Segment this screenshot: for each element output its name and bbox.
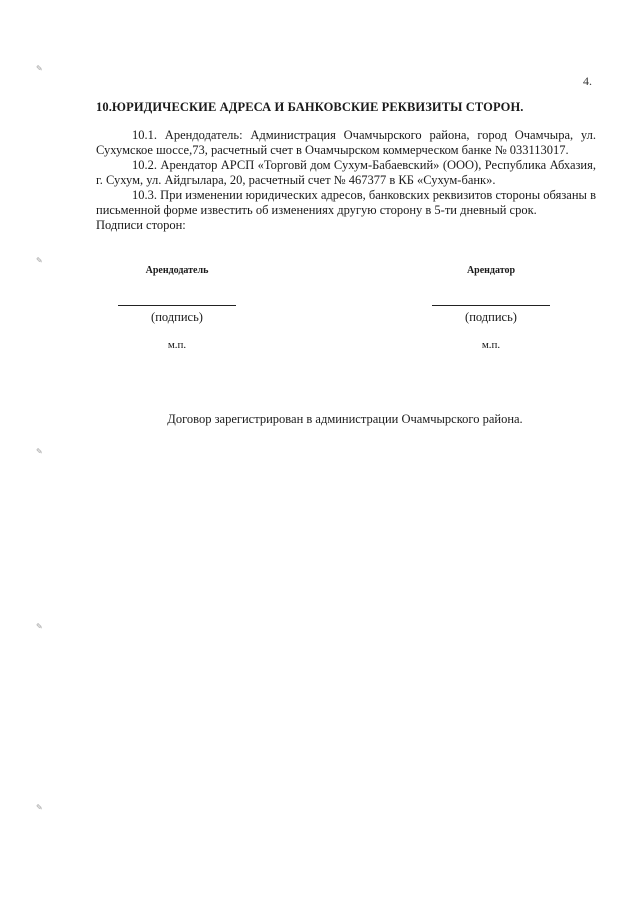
lessor-signature-line xyxy=(118,305,236,306)
lessee-signature-caption: (подпись) xyxy=(465,310,517,324)
signatures-intro: Подписи сторон: xyxy=(96,218,186,232)
scan-mark: ✎ xyxy=(36,256,43,265)
scan-mark: ✎ xyxy=(36,64,43,73)
page-number: 4. xyxy=(583,74,592,88)
lessee-title: Арендатор xyxy=(466,265,516,276)
lessor-signature-block xyxy=(118,0,236,360)
lessor-signature-caption: (подпись) xyxy=(151,310,203,324)
lessor-stamp-mark: м.п. xyxy=(167,339,187,351)
lessee-stamp-mark: м.п. xyxy=(481,339,501,351)
lessee-signature-block xyxy=(432,0,550,360)
clause-10-1: 10.1. Арендодатель: Администрация Очамчырского района, город Очамчыра, ул. Сухумское шоссе,73, расчетный счет в Очамчырском коммерческом банке № 033113017. xyxy=(96,128,596,157)
clause-10-2: 10.2. Арендатор АРСП «Торговй дом Сухум-Бабаевский» (ООО), Республика Абхазия, г. Сухум, ул. Айдгылара, 20, расчетный счет № 467377 в КБ «Сухум-банк». xyxy=(96,158,596,187)
section-heading: 10.ЮРИДИЧЕСКИЕ АДРЕСА И БАНКОВСКИЕ РЕКВИЗИТЫ СТОРОН. xyxy=(96,100,524,114)
registration-note: Договор зарегистрирован в администрации Очамчырского района. xyxy=(167,412,523,426)
scan-mark: ✎ xyxy=(36,803,43,812)
lessee-signature-line xyxy=(432,305,550,306)
scan-mark: ✎ xyxy=(36,622,43,631)
lessor-title: Арендодатель xyxy=(145,265,209,276)
clause-10-3: 10.3. При изменении юридических адресов, банковских реквизитов стороны обязаны в письменной форме известить об изменениях другую сторону в 5-ти дневный срок. xyxy=(96,188,596,217)
scan-mark: ✎ xyxy=(36,447,43,456)
